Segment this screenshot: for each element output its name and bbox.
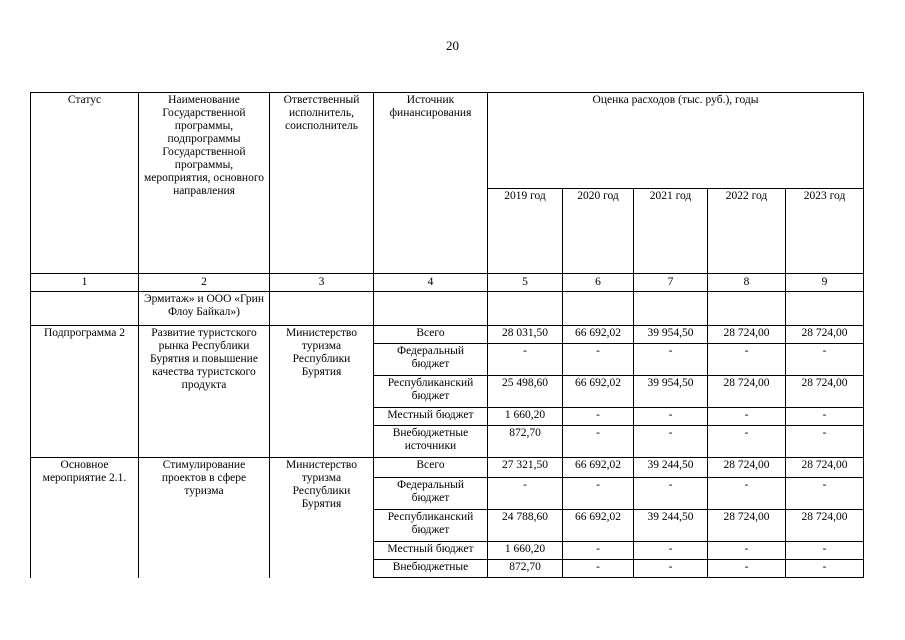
cost-value: - — [634, 542, 708, 560]
cost-value: 1 660,20 — [488, 408, 563, 426]
header-name: Наименование Государственной программы, подпрограммы Государственной программы, мероприятия, основного направления — [139, 93, 270, 274]
block-status: Подпрограмма 2 — [31, 326, 139, 458]
column-number: 5 — [488, 274, 563, 292]
cost-value: 872,70 — [488, 426, 563, 458]
header-costs: Оценка расходов (тыс. руб.), годы — [488, 93, 864, 189]
cost-value: 39 954,50 — [634, 376, 708, 408]
cost-value: 28 724,00 — [708, 458, 786, 478]
header-year: 2019 год — [488, 189, 563, 274]
cost-value: 24 788,60 — [488, 510, 563, 542]
header-executor: Ответственный исполнитель, соисполнитель — [270, 93, 374, 274]
cost-value: 28 724,00 — [786, 510, 864, 542]
column-number: 9 — [786, 274, 864, 292]
continuation-value — [488, 292, 563, 326]
cost-value: - — [786, 344, 864, 376]
header-source: Источник финансирования — [374, 93, 488, 274]
budget-table — [30, 92, 864, 578]
block-name: Стимулирование проектов в сфере туризма — [139, 458, 270, 578]
cost-value: - — [563, 478, 634, 510]
cost-value: 28 724,00 — [786, 458, 864, 478]
cost-value: 1 660,20 — [488, 542, 563, 560]
cost-value: 27 321,50 — [488, 458, 563, 478]
funding-source: Местный бюджет — [374, 542, 488, 560]
funding-source: Республиканский бюджет — [374, 376, 488, 408]
cost-value: - — [708, 344, 786, 376]
cost-value: 39 244,50 — [634, 510, 708, 542]
block-name: Развитие туристского рынка Республики Бурятия и повышение качества туристского продукта — [139, 326, 270, 458]
cost-value: - — [563, 408, 634, 426]
header-year: 2023 год — [786, 189, 864, 274]
cost-value: 28 724,00 — [708, 376, 786, 408]
cost-value: 39 954,50 — [634, 326, 708, 344]
table-row — [31, 326, 864, 344]
cost-value: - — [563, 426, 634, 458]
cost-value: - — [634, 344, 708, 376]
continuation-status — [31, 292, 139, 326]
header-year: 2021 год — [634, 189, 708, 274]
header-year: 2022 год — [708, 189, 786, 274]
cost-value: 28 724,00 — [708, 510, 786, 542]
cost-value: 25 498,60 — [488, 376, 563, 408]
cost-value: 28 724,00 — [786, 376, 864, 408]
cost-value: - — [708, 408, 786, 426]
cost-value: 872,70 — [488, 560, 563, 578]
cost-value: - — [708, 426, 786, 458]
cost-value: - — [708, 560, 786, 578]
column-number: 1 — [31, 274, 139, 292]
continuation-value — [708, 292, 786, 326]
column-number: 3 — [270, 274, 374, 292]
cost-value: - — [786, 478, 864, 510]
cost-value: - — [708, 542, 786, 560]
continuation-name: Эрмитаж» и ООО «Грин Флоу Байкал») — [139, 292, 270, 326]
block-status: Основное мероприятие 2.1. — [31, 458, 139, 578]
funding-source: Внебюджетные источники — [374, 426, 488, 458]
cost-value: - — [786, 426, 864, 458]
funding-source: Всего — [374, 458, 488, 478]
cost-value: - — [488, 344, 563, 376]
funding-source: Федеральный бюджет — [374, 344, 488, 376]
continuation-value — [563, 292, 634, 326]
cost-value: - — [786, 408, 864, 426]
column-number: 4 — [374, 274, 488, 292]
cost-value: 39 244,50 — [634, 458, 708, 478]
cost-value: - — [634, 426, 708, 458]
cost-value: - — [786, 560, 864, 578]
continuation-value — [786, 292, 864, 326]
cost-value: - — [563, 344, 634, 376]
cost-value: - — [563, 560, 634, 578]
header-year: 2020 год — [563, 189, 634, 274]
cost-value: 66 692,02 — [563, 376, 634, 408]
cost-value: - — [563, 542, 634, 560]
column-number: 6 — [563, 274, 634, 292]
cost-value: - — [634, 408, 708, 426]
funding-source: Всего — [374, 326, 488, 344]
cost-value: - — [634, 478, 708, 510]
funding-source: Республиканский бюджет — [374, 510, 488, 542]
funding-source: Местный бюджет — [374, 408, 488, 426]
column-number: 8 — [708, 274, 786, 292]
cost-value: - — [708, 478, 786, 510]
header-status: Статус — [31, 93, 139, 274]
funding-source: Федеральный бюджет — [374, 478, 488, 510]
column-number: 2 — [139, 274, 270, 292]
cost-value: 66 692,02 — [563, 458, 634, 478]
cost-value: 66 692,02 — [563, 510, 634, 542]
continuation-value — [634, 292, 708, 326]
cost-value: - — [634, 560, 708, 578]
cost-value: 28 724,00 — [786, 326, 864, 344]
page-number: 20 — [446, 38, 459, 53]
table-row — [31, 458, 864, 478]
block-executor: Министерство туризма Республики Бурятия — [270, 458, 374, 578]
block-executor: Министерство туризма Республики Бурятия — [270, 326, 374, 458]
continuation-executor — [270, 292, 374, 326]
cost-value: - — [786, 542, 864, 560]
cost-value: - — [488, 478, 563, 510]
column-number: 7 — [634, 274, 708, 292]
cost-value: 28 031,50 — [488, 326, 563, 344]
continuation-source — [374, 292, 488, 326]
table-body — [31, 93, 864, 578]
cost-value: 66 692,02 — [563, 326, 634, 344]
funding-source: Внебюджетные — [374, 560, 488, 578]
cost-value: 28 724,00 — [708, 326, 786, 344]
